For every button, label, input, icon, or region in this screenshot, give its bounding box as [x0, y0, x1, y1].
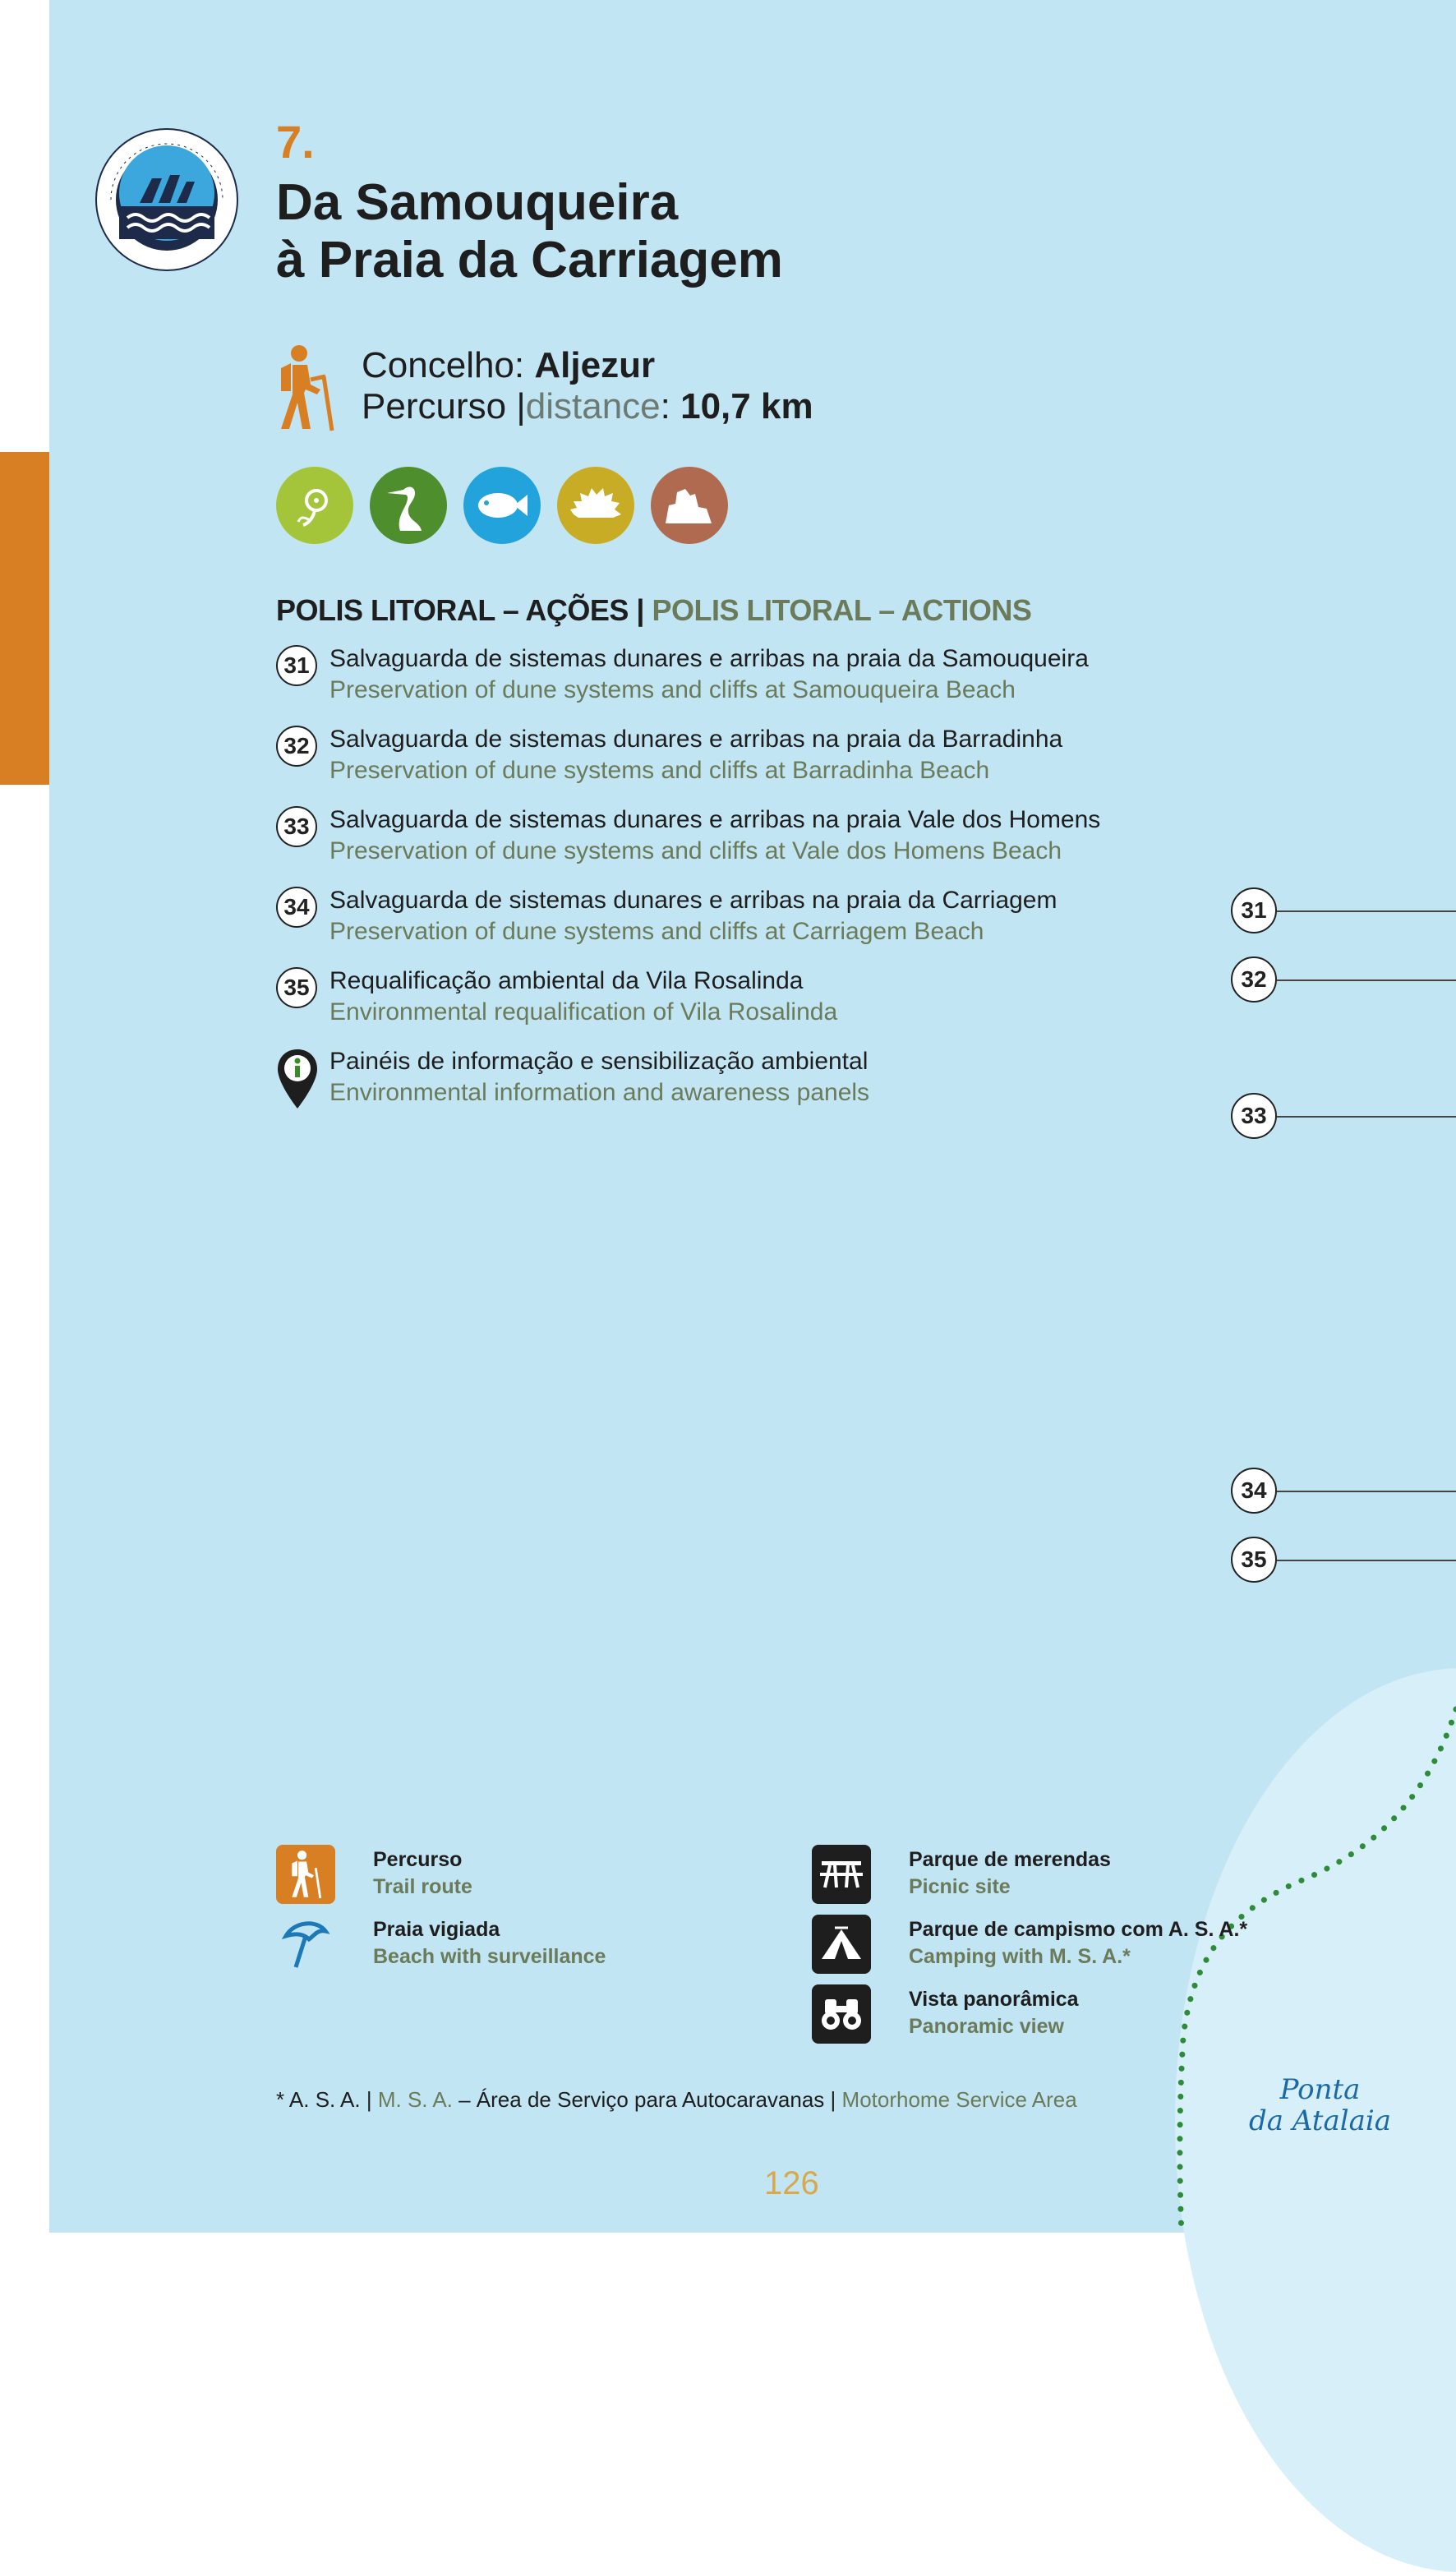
- action-text-en: Preservation of dune systems and cliffs at Vale dos Homens Beach: [329, 837, 1062, 864]
- legend-view-pt: Vista panorâmica: [909, 1988, 1079, 2011]
- legend-beach-en: Beach with surveillance: [373, 1945, 606, 1968]
- actions-list: [276, 645, 1180, 1128]
- concelho-value: Aljezur: [534, 345, 656, 385]
- theme-icons: [276, 467, 728, 544]
- legend-view-en: Panoramic view: [909, 2015, 1064, 2038]
- action-number-badge: 32: [276, 726, 317, 767]
- legend-picnic-pt: Parque de merendas: [909, 1848, 1111, 1871]
- route-meta: [362, 345, 813, 427]
- map-marker-31[interactable]: 31: [1231, 887, 1277, 933]
- action-text-pt: Salvaguarda de sistemas dunares e arribas na praia da Samouqueira: [329, 645, 1089, 672]
- title-line-1: Da Samouqueira: [276, 174, 679, 231]
- footnote-msa: M. S. A.: [377, 2087, 453, 2112]
- action-item: [276, 726, 1180, 806]
- flora-icon: [276, 467, 353, 544]
- distance-label: distance: [525, 386, 661, 426]
- concelho-label: Concelho:: [362, 345, 525, 385]
- marker-leader-line: [1277, 1116, 1456, 1118]
- trail-dotted-line: [1134, 1693, 1456, 2235]
- bird-icon: [370, 467, 447, 544]
- legend-trail-pt: Percurso: [373, 1848, 463, 1871]
- place-label-line-1: Ponta: [1279, 2073, 1361, 2106]
- picnic-table-icon: [812, 1845, 871, 1904]
- route-number: 7.: [276, 116, 315, 168]
- hiker-icon: [274, 343, 337, 436]
- legend-trail-en: Trail route: [373, 1875, 472, 1898]
- action-number-badge: 33: [276, 806, 317, 847]
- info-pin-icon: [276, 1048, 319, 1114]
- title-line-2: à Praia da Carriagem: [276, 232, 783, 288]
- action-text-en: Preservation of dune systems and cliffs at Barradinha Beach: [329, 757, 990, 784]
- concelho-line: [362, 345, 813, 386]
- marker-leader-line: [1277, 979, 1456, 981]
- rock-formation-icon: [651, 467, 728, 544]
- map-marker-33[interactable]: 33: [1231, 1093, 1277, 1139]
- legend-picnic-en: Picnic site: [909, 1875, 1011, 1898]
- fish-icon: [463, 467, 541, 544]
- action-text-pt: Salvaguarda de sistemas dunares e arribas na praia da Barradinha: [329, 726, 1063, 753]
- footnote-pt: – Área de Serviço para Autocaravanas: [458, 2087, 825, 2112]
- action-item: [276, 806, 1180, 887]
- meta-separator: |: [516, 386, 526, 426]
- legend-camping-en: Camping with M. S. A.*: [909, 1945, 1131, 1968]
- map-marker-32[interactable]: 32: [1231, 956, 1277, 1003]
- action-number-badge: 31: [276, 645, 317, 686]
- map-place-label: [1249, 2074, 1391, 2136]
- chapter-tab: [0, 452, 49, 785]
- marker-leader-line: [1277, 1560, 1456, 1561]
- section-title-en: POLIS LITORAL – ACTIONS: [652, 593, 1032, 627]
- section-title: [276, 593, 1031, 628]
- section-separator: |: [636, 593, 644, 627]
- action-number-badge: 34: [276, 887, 317, 928]
- action-text-en: Preservation of dune systems and cliffs at Samouqueira Beach: [329, 676, 1016, 703]
- action-text-en: Environmental requalification of Vila Rosalinda: [329, 998, 838, 1026]
- action-text-pt: Salvaguarda de sistemas dunares e arribas na praia Vale dos Homens: [329, 806, 1101, 833]
- page-number: 126: [764, 2165, 819, 2201]
- marker-leader-line: [1277, 910, 1456, 912]
- action-item: [276, 887, 1180, 967]
- page-title: [276, 174, 783, 289]
- map-marker-34[interactable]: 34: [1231, 1468, 1277, 1514]
- distance-colon: :: [660, 386, 670, 426]
- hiker-icon: [276, 1845, 335, 1904]
- hedgehog-icon: [557, 467, 634, 544]
- action-text-en: Environmental information and awareness panels: [329, 1079, 870, 1106]
- marker-leader-line: [1277, 1491, 1456, 1492]
- action-text-pt: Painéis de informação e sensibilização ambiental: [329, 1048, 869, 1075]
- section-title-pt: POLIS LITORAL – AÇÕES: [276, 593, 629, 627]
- tent-icon: [812, 1915, 871, 1974]
- action-text-pt: Salvaguarda de sistemas dunares e arribas na praia da Carriagem: [329, 887, 1057, 914]
- action-text-en: Preservation of dune systems and cliffs at Carriagem Beach: [329, 918, 984, 945]
- action-item: [276, 645, 1180, 726]
- footnote-sep-2: |: [830, 2087, 836, 2112]
- map-marker-35[interactable]: 35: [1231, 1537, 1277, 1583]
- umbrella-icon: [276, 1915, 335, 1974]
- action-text-pt: Requalificação ambiental da Vila Rosalinda: [329, 967, 804, 994]
- action-item: [276, 967, 1180, 1048]
- action-number-badge: 35: [276, 967, 317, 1008]
- distance-line: [362, 386, 813, 427]
- footnote: [276, 2087, 1077, 2113]
- distance-value: 10,7 km: [680, 386, 813, 426]
- percurso-label: Percurso: [362, 386, 507, 426]
- legend-beach-pt: Praia vigiada: [373, 1918, 500, 1941]
- place-label-line-2: da Atalaia: [1249, 2104, 1392, 2137]
- legend-camping-pt: Parque de campismo com A. S. A.*: [909, 1918, 1248, 1941]
- footnote-asa: * A. S. A.: [276, 2087, 361, 2112]
- footnote-sep-1: |: [366, 2087, 372, 2112]
- binoculars-icon: [812, 1984, 871, 2044]
- park-seal-logo-icon: [94, 127, 239, 276]
- footnote-en: Motorhome Service Area: [841, 2087, 1077, 2112]
- action-item: [276, 1048, 1180, 1128]
